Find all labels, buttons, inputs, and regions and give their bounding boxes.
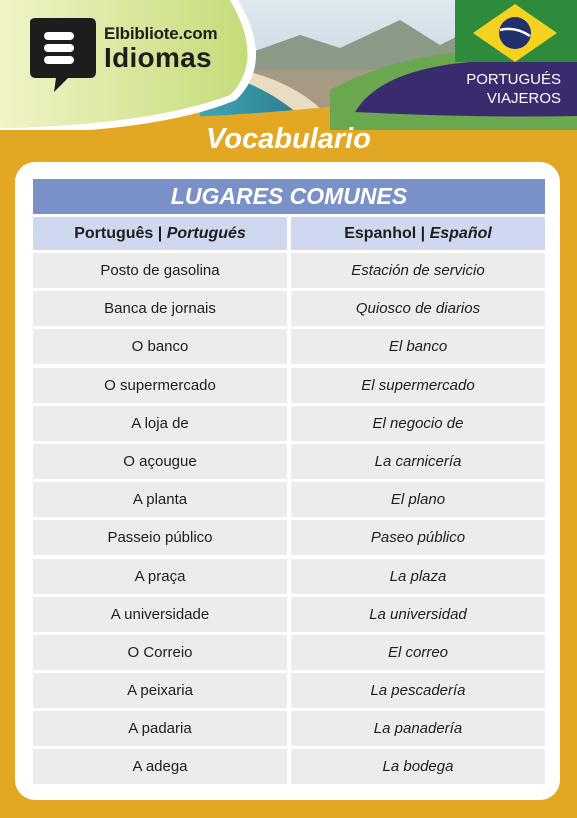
portuguese-term: Passeio público <box>33 520 287 555</box>
spanish-term: La pescadería <box>291 673 545 708</box>
brand-product: Idiomas <box>104 42 212 73</box>
table-row <box>33 482 545 517</box>
table-row <box>33 711 545 746</box>
spanish-term: El supermercado <box>291 368 545 403</box>
header-artwork <box>0 0 577 130</box>
spanish-term: El banco <box>291 329 545 364</box>
table-row <box>33 444 545 479</box>
spanish-term: La bodega <box>291 749 545 784</box>
table-title: LUGARES COMUNES <box>33 179 545 214</box>
vocabulary-rows <box>33 253 545 788</box>
table-row <box>33 368 545 403</box>
table-row <box>33 559 545 594</box>
portuguese-term: A peixaria <box>33 673 287 708</box>
spanish-term: Quiosco de diarios <box>291 291 545 326</box>
table-row <box>33 635 545 670</box>
spanish-term: El negocio de <box>291 406 545 441</box>
portuguese-term: O Correio <box>33 635 287 670</box>
spanish-term: El correo <box>291 635 545 670</box>
portuguese-term: O supermercado <box>33 368 287 403</box>
brand-logo-text <box>104 24 217 72</box>
table-row <box>33 291 545 326</box>
portuguese-term: Posto de gasolina <box>33 253 287 288</box>
table-row <box>33 406 545 441</box>
spanish-term: La plaza <box>291 559 545 594</box>
portuguese-term: A padaria <box>33 711 287 746</box>
page-title: Vocabulario <box>206 123 371 155</box>
table-row <box>33 749 545 784</box>
table-row <box>33 253 545 288</box>
portuguese-term: O açougue <box>33 444 287 479</box>
portuguese-term: A universidade <box>33 597 287 632</box>
course-badge <box>421 70 561 108</box>
portuguese-term: Banca de jornais <box>33 291 287 326</box>
badge-line-2: VIAJEROS <box>486 90 561 107</box>
column-header-spanish-label: Espanhol <box>344 225 417 242</box>
spanish-term: La panadería <box>291 711 545 746</box>
column-header-portuguese-label: Português <box>74 225 154 242</box>
badge-line-1: PORTUGUÉS <box>466 71 561 88</box>
table-row <box>33 597 545 632</box>
table-row <box>33 673 545 708</box>
header <box>0 0 577 130</box>
spanish-term: Paseo público <box>291 520 545 555</box>
portuguese-term: A loja de <box>33 406 287 441</box>
vocabulary-card <box>15 162 560 800</box>
column-header-spanish-label-italic: Español <box>429 225 492 242</box>
spanish-term: La universidad <box>291 597 545 632</box>
column-header-spanish: Espanhol | Español <box>291 217 545 250</box>
brand-site: Elbibliote.com <box>104 24 218 43</box>
portuguese-term: A planta <box>33 482 287 517</box>
portuguese-term: A praça <box>33 559 287 594</box>
column-header-portuguese-label-italic: Portugués <box>166 225 246 242</box>
portuguese-term: O banco <box>33 329 287 364</box>
portuguese-term: A adega <box>33 749 287 784</box>
column-header-portuguese: Português | Portugués <box>33 217 287 250</box>
spanish-term: La carnicería <box>291 444 545 479</box>
spanish-term: El plano <box>291 482 545 517</box>
spanish-term: Estación de servicio <box>291 253 545 288</box>
table-row <box>33 329 545 364</box>
table-row <box>33 520 545 555</box>
